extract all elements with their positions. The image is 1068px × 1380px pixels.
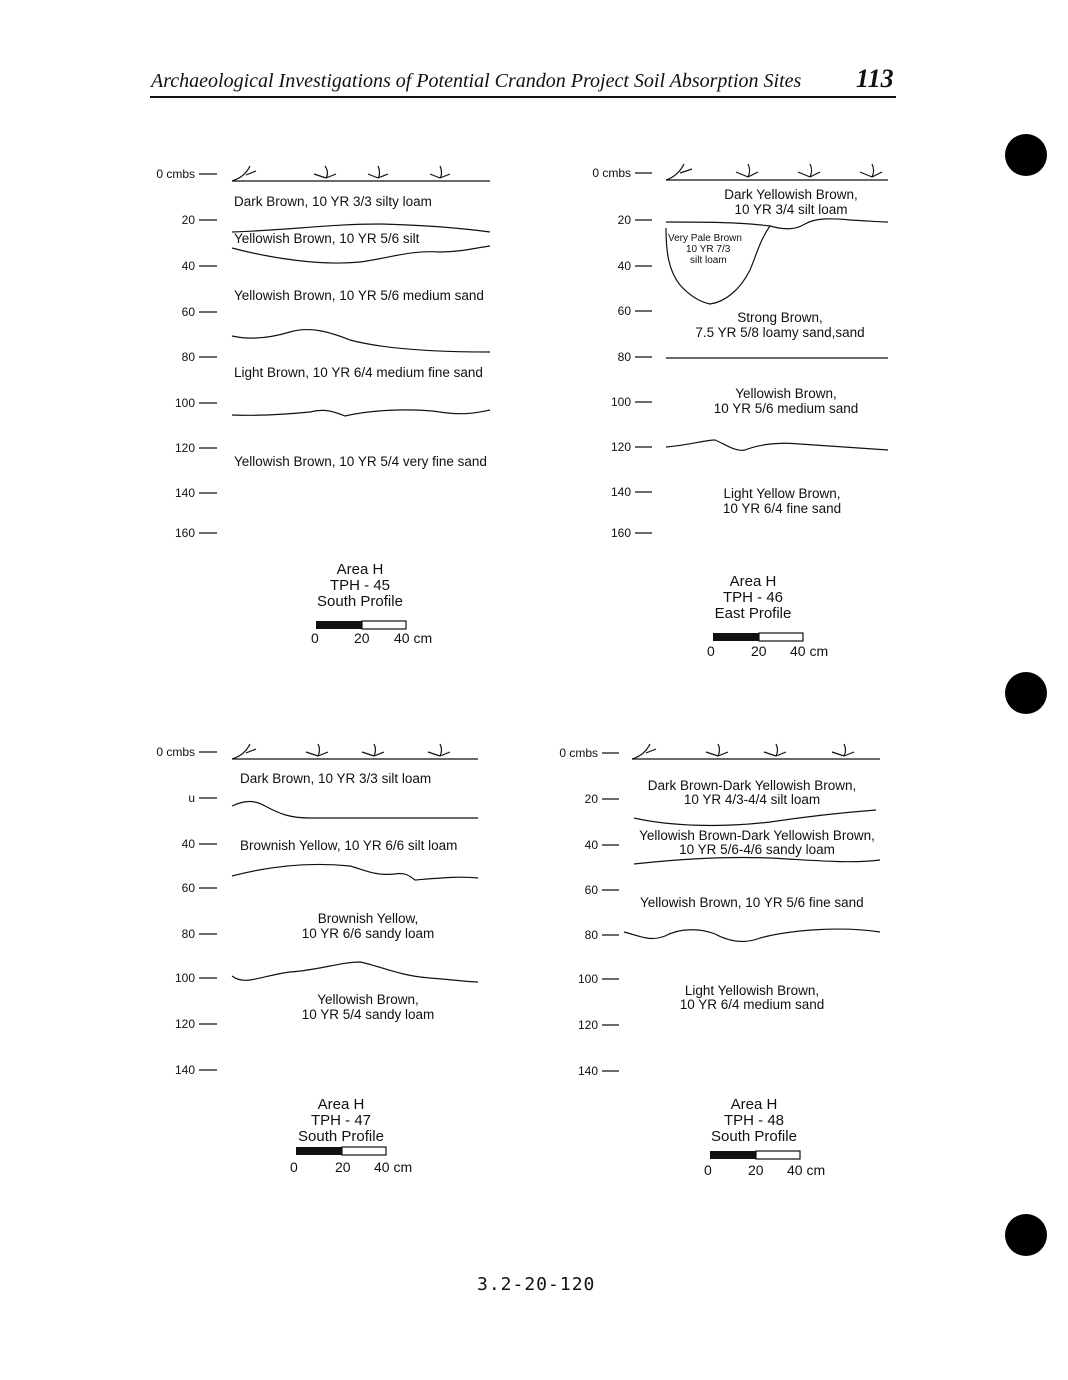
depth-label: 140 (174, 1063, 195, 1077)
depth-label: 0 cmbs (559, 746, 598, 760)
caption-area: Area H (730, 1096, 778, 1113)
depth-label: 80 (181, 927, 195, 941)
layer-label: Yellowish Brown, 10 YR 5/4 very fine sand (234, 454, 487, 469)
caption-tph: TPH - 47 (310, 1112, 371, 1129)
layer-label: Dark Yellowish Brown, (724, 187, 858, 202)
depth-label: 100 (174, 971, 195, 985)
depth-label: 120 (577, 1018, 598, 1032)
depth-label: 20 (617, 213, 631, 227)
layer-label: 7.5 YR 5/8 loamy sand,sand (695, 325, 865, 340)
profile-caption (654, 1097, 854, 1145)
grass-symbol (832, 744, 854, 756)
depth-label: 140 (174, 486, 195, 500)
depth-label: 120 (174, 441, 195, 455)
layer-boundary (634, 810, 876, 825)
layer-label: Yellowish Brown, (317, 992, 419, 1007)
depth-label: 60 (617, 304, 631, 318)
scale-label: 20 (335, 1159, 351, 1175)
depth-label: 20 (584, 792, 598, 806)
caption-profile: East Profile (714, 605, 792, 622)
depth-label: 60 (181, 881, 195, 895)
scale-bar-empty (756, 1151, 800, 1159)
caption-tph: TPH - 48 (723, 1112, 784, 1129)
layer-label: Very Pale Brown (668, 233, 742, 244)
layer-boundary (624, 929, 880, 941)
layer-label: Yellowish Brown, 10 YR 5/6 medium sand (234, 288, 484, 303)
caption-profile: South Profile (298, 1128, 384, 1145)
depth-label: 40 (617, 259, 631, 273)
scale-label: 40 cm (394, 630, 433, 646)
scale-label: 0 (290, 1159, 298, 1175)
scale-label: 0 (311, 630, 319, 646)
scale-label: 0 (707, 643, 715, 659)
grass-symbol (706, 744, 728, 756)
scale-bar-filled (710, 1151, 756, 1159)
depth-label: 160 (610, 526, 631, 540)
layer-label: Light Brown, 10 YR 6/4 medium fine sand (234, 365, 483, 380)
depth-label: 0 cmbs (592, 166, 631, 180)
layer-label: 10 YR 7/3 (686, 244, 731, 255)
layer-label: Dark Brown-Dark Yellowish Brown, (647, 778, 857, 793)
depth-label: 40 (584, 838, 598, 852)
depth-label: 100 (174, 396, 195, 410)
scale-label: 20 (751, 643, 767, 659)
depth-label: 120 (610, 440, 631, 454)
depth-label: 40 (181, 259, 195, 273)
depth-label: 160 (174, 526, 195, 540)
layer-label: 10 YR 6/6 sandy loam (301, 926, 435, 941)
depth-label: 100 (577, 972, 598, 986)
layer-label: Yellowish Brown, 10 YR 5/6 silt (234, 231, 420, 246)
depth-label: 140 (577, 1064, 598, 1078)
scale-label: 40 cm (787, 1162, 826, 1178)
layer-label: 10 YR 5/6-4/6 sandy loam (679, 842, 835, 857)
layer-label: Dark Brown, 10 YR 3/3 silty loam (234, 194, 432, 209)
depth-label: 40 (181, 837, 195, 851)
page-title: Archaeological Investigations of Potential Crandon Project Soil Absorption Sites (151, 70, 802, 92)
layer-label: 10 YR 6/4 medium sand (679, 997, 825, 1012)
grass-symbol (632, 744, 656, 759)
depth-label: 20 (181, 213, 195, 227)
layer-label: Dark Brown, 10 YR 3/3 silt loam (240, 771, 432, 786)
caption-profile: South Profile (711, 1128, 797, 1145)
layer-label: Yellowish Brown-Dark Yellowish Brown, (639, 828, 875, 843)
layer-label: silt loam (690, 255, 727, 266)
caption-area: Area H (317, 1096, 365, 1113)
depth-label: 60 (584, 883, 598, 897)
layer-label: 10 YR 5/6 medium sand (713, 401, 859, 416)
grass-symbol (764, 744, 786, 756)
depth-label: 100 (610, 395, 631, 409)
caption-area: Area H (336, 561, 384, 578)
layer-boundary (634, 857, 880, 864)
caption-area: Area H (729, 573, 777, 590)
layer-label: Strong Brown, (737, 310, 823, 325)
depth-label: 140 (610, 485, 631, 499)
depth-label: 0 cmbs (156, 167, 195, 181)
scale-label: 0 (704, 1162, 712, 1178)
layer-label: Brownish Yellow, (317, 911, 419, 926)
layer-label: Yellowish Brown, 10 YR 5/6 fine sand (640, 895, 864, 910)
layer-label: 10 YR 3/4 silt loam (734, 202, 848, 217)
depth-label: u (188, 791, 195, 805)
scale-label: 20 (748, 1162, 764, 1178)
scale-label: 20 (354, 630, 370, 646)
layer-label: 10 YR 4/3-4/4 silt loam (683, 792, 821, 807)
scale-label: 40 cm (374, 1159, 413, 1175)
caption-tph: TPH - 45 (329, 577, 390, 594)
layer-label: Brownish Yellow, 10 YR 6/6 silt loam (240, 838, 458, 853)
layer-label: Light Yellow Brown, (723, 486, 841, 501)
layer-label: Light Yellowish Brown, (684, 983, 820, 998)
depth-label: 60 (181, 305, 195, 319)
layer-label: Yellowish Brown, (735, 386, 837, 401)
document-id: 3.2-20-120 (477, 1274, 596, 1295)
layer-label: 10 YR 6/4 fine sand (722, 501, 842, 516)
depth-label: 80 (181, 350, 195, 364)
depth-label: 0 cmbs (156, 745, 195, 759)
scale-label: 40 cm (790, 643, 829, 659)
depth-label: 80 (584, 928, 598, 942)
page-number: 113 (856, 64, 894, 93)
depth-label: 120 (174, 1017, 195, 1031)
caption-profile: South Profile (317, 593, 403, 610)
caption-tph: TPH - 46 (722, 589, 783, 606)
layer-label: 10 YR 5/4 sandy loam (301, 1007, 435, 1022)
depth-label: 80 (617, 350, 631, 364)
